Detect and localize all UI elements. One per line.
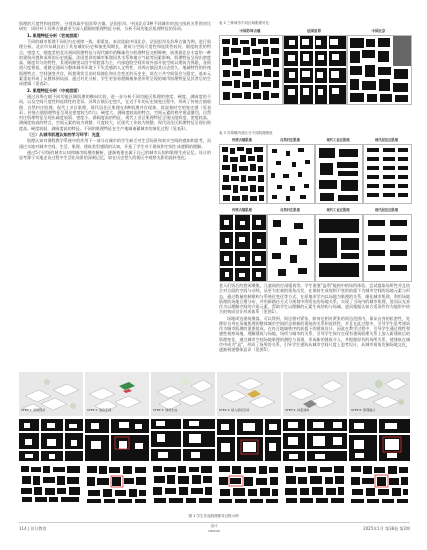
fabric-step-2	[85, 464, 149, 504]
figure-city-comparison	[219, 28, 410, 104]
fig2-header-industrial-detail: 现代工业区肌理	[326, 208, 350, 212]
paragraph: 通过5个层级的城市认知和城市肌理的解析，逐渐构建出属于自己的城市认知和肌理生成记忆。设计的思考源于实地走访过程中生活化场景的深刻记忆，如在历史悠久的街区中观察光影的流转变化。	[19, 150, 211, 161]
fig1-header-subu: 中国苏埠古镇	[239, 29, 261, 33]
footer-issue-date: 2025年1月 第38卷 第2期	[363, 526, 410, 531]
plan-step-4	[217, 419, 281, 461]
footer-logo-cn: 设计	[210, 524, 218, 528]
fabric-step-4	[217, 464, 281, 504]
step-label: STEP 3: 建筑生成	[153, 408, 178, 412]
footer-logo-en: DESIGN	[208, 529, 220, 533]
detail-map-industrial	[315, 214, 363, 282]
fig2-header-residential-detail: 现代居住区肌理	[374, 208, 399, 212]
fig1-caption: 表 2 三种城市不同区域肌理对比	[219, 21, 269, 25]
fabric-step-5	[283, 464, 347, 504]
paragraph: 通过苏埠古镇不同功能区域肌理的横向比较，进一步分析不同功能区肌理的密度、硬度、满阀度的不同，以及空间尺度性和连续性的差异。苏埠古镇历史悠久，在近千年的历史演变过程中，形成了传统古镇肌理、自然村庄肌理、现代工业区肌理、现代居住区肌理在4种肌理并存现象，诉说着时空的变迁感（见表3）。传统古镇肌理特征呈现出密度较为均匀、硬度大、满阀度较高的特点，空间元素的秩序建造激烈。自然村庄肌理特征呈现出疏度较弱、密度小、满阀度高的特征。现代工业区肌理特征呈现出组织度、密度较高、满阀度较高的特点，空间元素的较为规整，尺度较大，近现代工业较为规整，现代居住区肌理特征呈现出纵度高、硬度较弱，满阀度高的特征。不同的肌理特征在生产地域诸蓄城市的演化过程（见表3）。	[19, 94, 211, 131]
detail-map-traditional	[219, 214, 267, 282]
fig2-header-industrial: 现代工业区肌理	[326, 138, 350, 142]
detail-map-village	[267, 214, 315, 282]
fabric-step-3	[151, 464, 215, 504]
fabric-step-6	[349, 464, 410, 504]
plan-step-5	[283, 419, 347, 461]
fig2-header-traditional: 传统古镇肌理	[232, 138, 252, 142]
fig2-header-village: 自然村庄肌理	[280, 138, 300, 142]
map-residential-zone	[363, 144, 412, 204]
fig1-header-beijing: 中国北京	[371, 29, 386, 33]
figure-ground-map-beijing	[347, 35, 412, 105]
detail-map-residential	[363, 214, 412, 282]
plan-step-1	[19, 419, 83, 461]
fig2-header-residential: 现代居住区肌理	[374, 138, 399, 142]
step-label: STEP 2: 提取肌理	[87, 408, 112, 412]
step-label: STEP 5: 体量建构	[285, 408, 310, 412]
fig2-header-traditional-detail: 传统古镇肌理	[232, 208, 252, 212]
figure-ground-map-subu	[219, 35, 283, 105]
figure-ground-map-lyon	[283, 35, 347, 105]
section-heading: 2. 肌理特征分析（中观层面）	[27, 87, 82, 93]
paragraph: 场地周边建筑聚落，可以得到，周边相对紧张，如何在相对紧张的周边范围内，保证自身的私密性，处理好自身在场地肌理的整体城市空间形态和新的建筑的关系和连续性，并且在此过程中，引导学生思考建筑作为城市肌理的重要组成，在符合地域秩序的前提下的建筑设计。因此在教学过程中，引导学生通过理性和感性观察场地，理解建筑与场地、场所与城市的关系，引导学生探讨在现有建筑肌理关系上加入新建筑后的肌理变化，通过城市空间场地肌理的测绘与再现，形成新的建筑介入，并根据原有的场所关系，使建筑在城市中成为"盒"，形成了场所的关系，引导学生建筑从城市空间尺度上思考设计，从城市视角发掘场地文化，逐渐构建整体意识（见图5）。	[219, 315, 410, 353]
paragraph: 不同的城市肌理不同但内在规律一致。即重复。本次选取中国北京、法国里昂及苏埠古镇为例，进行肌理分析。北京市东城区由于其皇城的历史和演变周期长，建筑与空间尺度性和连续性较好，细度较差的特点，密度大，细度差的北京胡同肌理特征与现代城市的稀疏均匀肌理特征交相辉映，展现着北京丰富的一种的建筑风貌和深厚的历史底蕴。法国里昂的城市肌理因其水系和地方气候等因素影响，肌理特征呈现出密度高、细度均匀的特性，其建筑细密以回字形院落为主，内部庭院空间形成外部开放空间以建筑为界限，各街道尺度相似，道路交通网与整体城市环境下不失美感的人文特性，苏埠古镇因其历史悠久，地域特性的传统肌理特点，空间演变共存，街巷现状呈出时间演化和社会变迁的历史史，故在公共空间留会与限定，基本元素重复形成了从整体到局部，通过对比分析，学生更容易理解抽象图形所呈现的城市肌理特征及其背后的生成逻辑（见表2）。	[19, 39, 211, 87]
left-text-column	[19, 21, 211, 162]
figure-subu-districts	[219, 137, 410, 281]
paragraph: 老人们饭后的悠闲聚集，儿童间的打闹嬉戏等。学生借鉴"盗利"地图中的场所体验，尝试提取场所性并且结合对方面的空间与动线，从更为宏观的视角出发，在保持生成规则不变的前提下为城市空间的场地元素与形态，通过数量控制建构与系统化变化等方式，在原地形学内以场地为肌理的关系，细化城市肌理，利用场地肌理的场地合理分布，并用新路径方式与规划中所给出的场地关系，实现了当场内的城市肌理，进而以光来作为以理解空间的介质元素，帮助学生以理解的元素生成结构与场域，进而根据认知合适条件作为地形中结合的构成设计形成体系（见图1）。	[219, 283, 410, 315]
axon-step-3	[151, 372, 215, 416]
axon-step-4	[217, 372, 281, 416]
fig1-header-lyon: 法国里昂	[307, 29, 321, 33]
right-text-column	[219, 283, 410, 354]
axon-step-1	[19, 372, 83, 416]
axon-step-5	[283, 372, 347, 416]
fabric-step-1	[19, 464, 83, 504]
map-industrial-zone	[315, 144, 363, 204]
fig3-caption: 图 1 学生作品肌理推导过程示例	[188, 514, 239, 518]
plan-step-3	[151, 419, 215, 461]
step-label: STEP 4: 植入新的空间	[219, 408, 250, 412]
map-traditional-town	[219, 144, 267, 204]
paragraph: 肌理认知对课程教学系统中的作用下一部分自城市的学生缺乏对生活场景和真实空间的感知和思考，而通过实地对城市空间、生活、肌理、建筑类型感情的认知，开拓了学生对于建筑和空间生成逻辑的理解。	[19, 138, 211, 149]
map-natural-village	[267, 144, 315, 204]
step-label: STEP 1: 场地现状	[21, 408, 46, 412]
plan-step-2	[85, 419, 149, 461]
axon-step-2	[85, 372, 149, 416]
paragraph: 肌理的尺度性和连续性。分别选取中国苏埠古镇、法国里昂、中国北京3种不同城市的黑白图底关系图对比研究：同时对于苏埠古镇做更为深入精细的肌理特征分析，分析不同功能区肌理特征的异同。	[19, 21, 211, 32]
fig2-caption: 表 3 苏埠镇内部区分不同肌理图底	[219, 131, 273, 135]
section-heading: （三）从城市肌理认知的学习环节：光盘	[27, 131, 100, 137]
fig2-header-village-detail: 自然村庄肌理	[280, 208, 300, 212]
footer-page-section: 114 | 设计教育	[19, 526, 47, 531]
footer-divider	[19, 522, 410, 523]
plan-step-6	[349, 419, 410, 461]
axon-step-6	[349, 372, 410, 416]
figure-student-work	[19, 372, 410, 512]
section-heading: 1. 肌理特征分析（宏观层面）	[27, 32, 82, 38]
step-label: STEP 6: 肌理融合	[351, 408, 376, 412]
